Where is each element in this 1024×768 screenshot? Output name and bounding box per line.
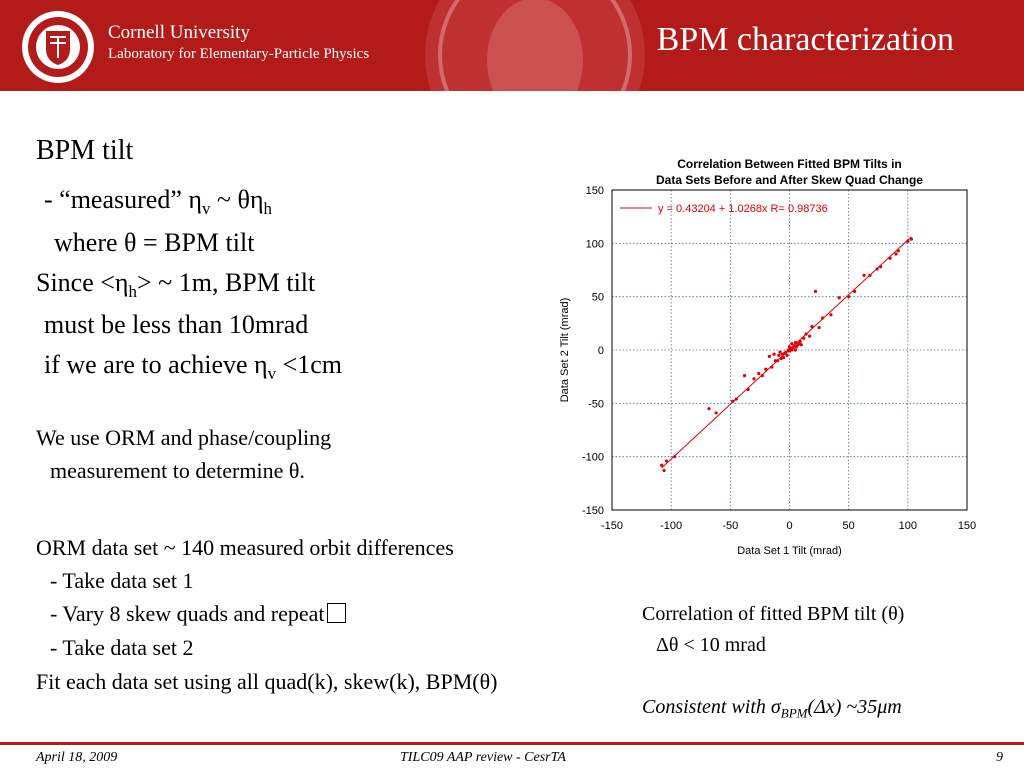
university-name: Cornell University (108, 22, 250, 43)
data-point (817, 326, 820, 329)
cap3c: (Δx) ~35μm (807, 696, 902, 718)
x-tick-label: -50 (722, 520, 739, 532)
take-dataset2-line: - Take data set 2 (50, 635, 194, 660)
vary-skew-quads-text: - Vary 8 skew quads and repeat (50, 601, 325, 626)
data-point (715, 411, 718, 414)
y-tick-label: 50 (591, 291, 604, 304)
data-point (665, 459, 668, 462)
header-bar (0, 0, 1024, 91)
cornell-seal-logo (20, 9, 96, 85)
footer-rule (0, 742, 1024, 745)
data-point (782, 356, 785, 359)
orm-method-line1: We use ORM and phase/coupling (36, 425, 332, 450)
take-dataset1-line: - Take data set 1 (50, 568, 194, 593)
orm-dataset-line: ORM data set ~ 140 measured orbit differences (36, 535, 454, 560)
legend-fit-label: y = 0.43204 + 1.0268x R= 0.98736 (658, 203, 828, 215)
laboratory-name: Laboratory for Elementary-Particle Physics (108, 46, 370, 62)
data-point (776, 359, 779, 362)
cap3b: BPM (780, 705, 808, 721)
x-tick-label: 100 (898, 520, 918, 532)
data-point (662, 469, 665, 472)
data-point (808, 335, 811, 338)
measured-eta-line (44, 185, 272, 218)
data-point (752, 377, 755, 380)
l1a: - “measured” η (44, 185, 202, 214)
data-point (897, 249, 900, 252)
data-point (794, 348, 797, 351)
data-point (906, 240, 909, 243)
data-point (829, 313, 832, 316)
data-point (731, 400, 734, 403)
x-tick-label: 150 (957, 520, 977, 532)
data-point (761, 374, 764, 377)
footer-page-number: 9 (996, 750, 1003, 765)
data-point (773, 353, 776, 356)
l1b: v (201, 198, 211, 218)
data-point (764, 368, 767, 371)
data-point (862, 274, 865, 277)
chart-title-line1: Correlation Between Fitted BPM Tilts in (677, 157, 902, 171)
y-tick-label: 0 (597, 345, 604, 357)
data-point (802, 337, 805, 340)
data-point (784, 351, 787, 354)
data-point (810, 325, 813, 328)
footer-center: TILC09 AAP review - CesrTA (400, 750, 566, 765)
data-point (770, 365, 773, 368)
data-point (786, 354, 789, 357)
y-axis-label: Data Set 2 Tilt (mrad) (559, 297, 571, 403)
l5c: <1cm (276, 350, 343, 379)
l3b: h (128, 281, 137, 301)
data-point (794, 341, 797, 344)
achieve-eta-line (44, 350, 343, 383)
l1c: ~ θη (210, 185, 264, 214)
caption-delta-theta: Δθ < 10 mrad (656, 634, 766, 656)
chart-title-line2: Data Sets Before and After Skew Quad Change (656, 173, 923, 187)
l5b: v (267, 363, 277, 383)
since-eta-line (36, 268, 316, 301)
x-tick-label: -100 (660, 520, 683, 532)
l3c: > ~ 1m, BPM tilt (136, 268, 316, 297)
data-point (868, 274, 871, 277)
l1d: h (263, 198, 272, 218)
where-theta-line: where θ = BPM tilt (54, 228, 255, 257)
data-point (777, 354, 780, 357)
y-tick-label: -100 (581, 451, 604, 464)
bpm-tilt-heading: BPM tilt (36, 135, 134, 166)
data-point (778, 351, 781, 354)
watermark-medallion (420, 0, 650, 91)
data-point (821, 316, 824, 319)
data-point (743, 374, 746, 377)
y-tick-label: 100 (585, 238, 604, 251)
data-point (757, 372, 760, 375)
x-tick-label: -150 (600, 520, 624, 532)
x-tick-label: 0 (786, 520, 793, 532)
slide-title: BPM characterization (656, 21, 954, 58)
y-tick-label: -150 (581, 505, 604, 517)
data-point (660, 464, 663, 467)
data-point (768, 355, 771, 358)
data-point (814, 290, 817, 293)
data-point (888, 257, 891, 260)
vary-skew-quads-line (50, 601, 346, 627)
y-tick-label: -50 (588, 398, 604, 411)
data-point (790, 342, 793, 345)
l5a: if we are to achieve η (44, 350, 268, 379)
must-be-less-line: must be less than 10mrad (44, 310, 309, 339)
data-point (875, 267, 878, 270)
data-point (879, 265, 882, 268)
cap3a: Consistent with σ (642, 696, 781, 718)
l3a: Since <η (36, 268, 129, 297)
y-tick-label: 150 (585, 185, 604, 197)
data-point (746, 388, 749, 391)
bpm-tilt-correlation-chart (556, 150, 996, 570)
data-point (707, 407, 710, 410)
organization-name (108, 22, 369, 64)
data-point (804, 332, 807, 335)
data-point (910, 237, 913, 240)
empty-box-glyph (327, 603, 346, 623)
orm-method-line2: measurement to determine θ. (50, 458, 305, 483)
data-point (894, 252, 897, 255)
data-point (853, 290, 856, 293)
x-tick-label: 50 (842, 520, 855, 532)
data-point (735, 397, 738, 400)
caption-correlation: Correlation of fitted BPM tilt (θ) (642, 603, 905, 625)
data-point (673, 455, 676, 458)
fit-dataset-line: Fit each data set using all quad(k), skew(k), BPM(θ) (36, 669, 498, 694)
caption-consistent (642, 695, 902, 719)
data-point (838, 296, 841, 299)
data-point (847, 295, 850, 298)
data-point (799, 340, 802, 343)
x-axis-label: Data Set 1 Tilt (mrad) (737, 545, 842, 557)
footer-date: April 18, 2009 (36, 750, 118, 765)
data-point (800, 343, 803, 346)
